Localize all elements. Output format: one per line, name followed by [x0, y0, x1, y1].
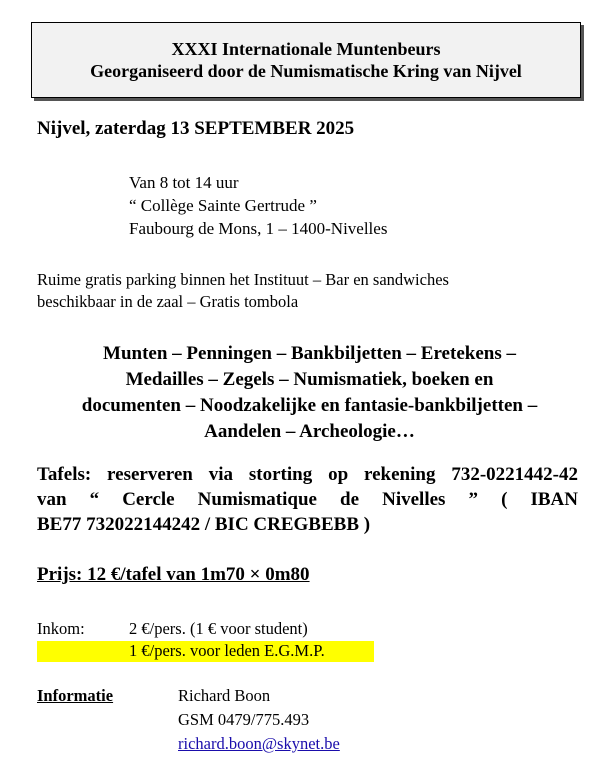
- tables-line-1: Tafels: reserveren via storting op rekening 732-0221442-42: [37, 464, 578, 485]
- entry-members-price: 1 €/pers. voor leden E.G.M.P.: [129, 641, 325, 660]
- contact-name: Richard Boon: [178, 686, 271, 705]
- amenities-line-2: beschikbaar in de zaal – Gratis tombola: [37, 292, 299, 311]
- amenities-line-1: Ruime gratis parking binnen het Instituut – Bar en sandwiches: [37, 270, 449, 289]
- topics-line-3: documenten – Noodzakelijke en fantasie-bankbiljetten –: [81, 395, 538, 416]
- entry-label: Inkom:: [37, 619, 85, 638]
- topics-line-4: Aandelen – Archeologie…: [204, 421, 415, 442]
- entry-regular-price: 2 €/pers. (1 € voor student): [129, 619, 308, 638]
- table-price: Prijs: 12 €/tafel van 1m70 × 0m80: [37, 564, 310, 585]
- contact-email-link[interactable]: richard.boon@skynet.be: [178, 734, 340, 753]
- organizer-line: Georganiseerd door de Numismatische Kring van Nijvel: [90, 61, 522, 81]
- contact-phone: GSM 0479/775.493: [178, 710, 310, 729]
- event-date: Nijvel, zaterdag 13 SEPTEMBER 2025: [37, 118, 355, 139]
- tables-reservation: [37, 462, 578, 537]
- tables-line-3: BE77 732022144242 / BIC CREGBEBB ): [37, 514, 371, 535]
- event-hours: Van 8 tot 14 uur: [129, 173, 239, 192]
- event-venue: “ Collège Sainte Gertrude ”: [129, 196, 317, 215]
- topics-line-1: Munten – Penningen – Bankbiljetten – Eretekens –: [103, 343, 516, 364]
- header-box: [31, 22, 581, 98]
- tables-line-2: van “ Cercle Numismatique de Nivelles ” ( IBAN: [37, 489, 578, 510]
- topics-block: [37, 341, 582, 445]
- topics-line-2: Medailles – Zegels – Numismatiek, boeken en: [125, 369, 494, 390]
- event-title: XXXI Internationale Muntenbeurs: [171, 39, 441, 59]
- info-label: Informatie: [37, 686, 114, 705]
- event-address: Faubourg de Mons, 1 – 1400-Nivelles: [129, 219, 388, 238]
